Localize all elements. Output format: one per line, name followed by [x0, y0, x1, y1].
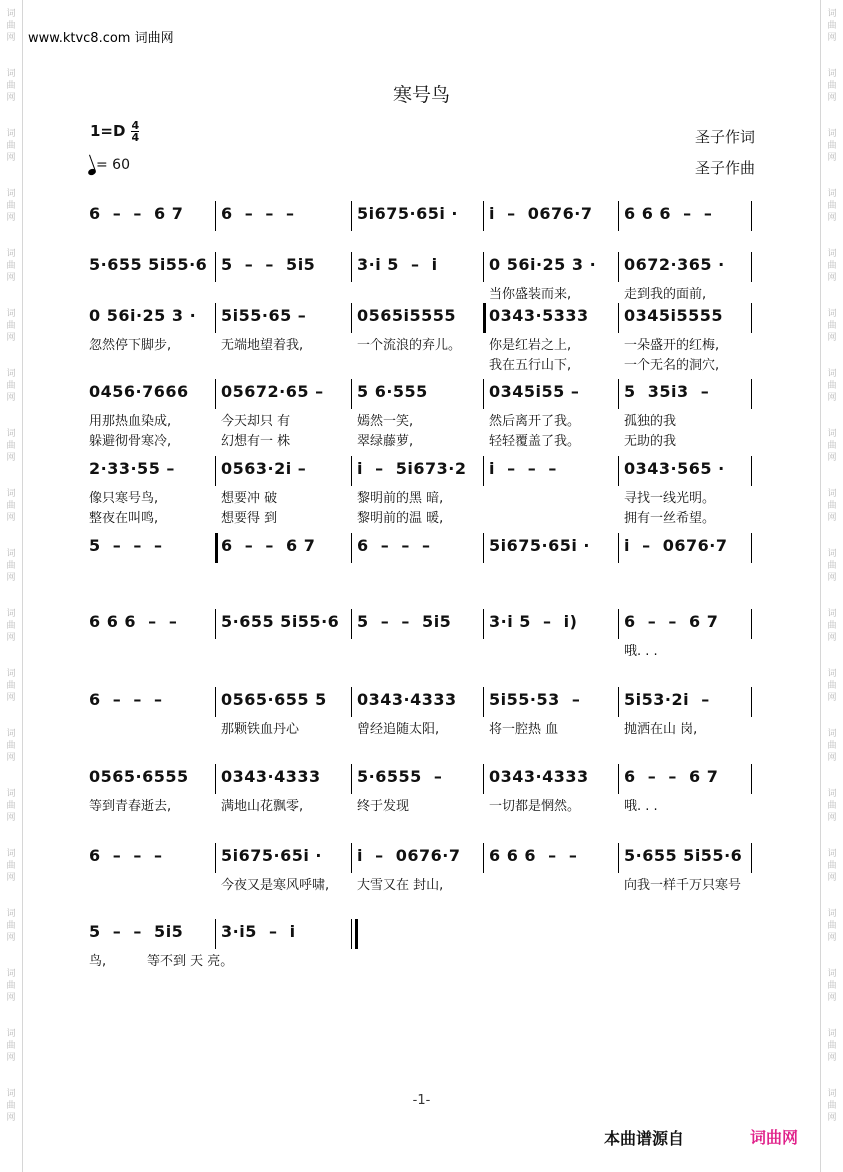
- time-top: 4: [131, 119, 140, 132]
- tempo-value: = 60: [96, 157, 130, 173]
- bar-line: [351, 609, 352, 639]
- bar-line: [215, 687, 216, 717]
- music-system: [87, 459, 755, 483]
- lyric-text: 幻想有一 株: [221, 434, 291, 449]
- margin-text: 词 曲 网: [6, 609, 16, 643]
- time-bottom: 4: [131, 131, 140, 144]
- margin-text: 词 曲 网: [6, 69, 16, 103]
- lyric-text: 等不到 天 亮。: [147, 954, 234, 969]
- music-system: [87, 204, 755, 228]
- measure-notes: 5i55·65 –: [221, 306, 307, 325]
- measure-notes: 0345i55 –: [489, 382, 580, 401]
- lyric-text: 无助的我: [624, 434, 677, 449]
- bar-line: [351, 687, 352, 717]
- bar-line: [215, 843, 216, 873]
- lyric-text: 黎明前的黑 暗,: [357, 491, 444, 506]
- lyric-text: 曾经追随太阳,: [357, 722, 440, 737]
- music-system: [87, 382, 755, 406]
- music-system: [87, 690, 755, 714]
- time-signature: [131, 120, 139, 143]
- lyric-text: 一切都是惘然。: [489, 799, 581, 814]
- margin-text: 词 曲 网: [827, 189, 837, 223]
- margin-text: 词 曲 网: [827, 429, 837, 463]
- bar-line: [351, 843, 352, 873]
- measure-notes: 3·i5 – i: [221, 922, 296, 941]
- lyric-text: 一朵盛开的红梅,: [624, 338, 720, 353]
- lyric-line: [87, 334, 755, 352]
- bar-line: [751, 687, 752, 717]
- margin-text: 词 曲 网: [827, 1089, 837, 1123]
- margin-text: 词 曲 网: [6, 969, 16, 1003]
- key-signature: [90, 120, 139, 143]
- margin-text: 词 曲 网: [827, 609, 837, 643]
- margin-text: 词 曲 网: [827, 729, 837, 763]
- bar-line: [351, 379, 352, 409]
- measure-notes: i – 0676·7: [357, 846, 461, 865]
- bar-line: [483, 533, 484, 563]
- lyric-text: 今天却只 有: [221, 414, 291, 429]
- measure-notes: 5i675·65i ·: [489, 536, 590, 555]
- lyric-line: [87, 410, 755, 428]
- lyric-text: 想要冲 破: [221, 491, 278, 506]
- measure-notes: 5i675·65i ·: [221, 846, 322, 865]
- measure-notes: 5i675·65i ·: [357, 204, 458, 223]
- lyric-text: 今夜又是寒风呼啸,: [221, 878, 330, 893]
- lyric-line: [87, 874, 755, 892]
- measure-notes: 6 – – 6 7: [89, 204, 184, 223]
- measure-notes: 6 – – –: [221, 204, 295, 223]
- lyric-text: 当你盛装而来,: [489, 287, 572, 302]
- lyric-line: [87, 640, 755, 658]
- measure-notes: 6 6 6 – –: [89, 612, 178, 631]
- music-system: [87, 767, 755, 791]
- lyric-text: 无端地望着我,: [221, 338, 304, 353]
- measure-notes: 5·655 5i55·6: [221, 612, 340, 631]
- bar-line: [215, 379, 216, 409]
- lyric-line: [87, 718, 755, 736]
- measure-notes: 0565i5555: [357, 306, 457, 325]
- bar-line: [215, 764, 216, 794]
- margin-text: 词 曲 网: [827, 129, 837, 163]
- bar-line: [751, 252, 752, 282]
- bar-line: [483, 303, 486, 333]
- measure-notes: 0 56i·25 3 ·: [489, 255, 597, 274]
- lyric-line: [87, 430, 755, 448]
- bar-line: [215, 533, 218, 563]
- margin-text: 词 曲 网: [6, 849, 16, 883]
- lyric-text: 轻轻覆盖了我。: [489, 434, 581, 449]
- margin-text: 词 曲 网: [827, 1029, 837, 1063]
- measure-notes: 3·i 5 – i): [489, 612, 578, 631]
- measure-notes: 0343·4333: [221, 767, 321, 786]
- margin-text: 词 曲 网: [6, 1029, 16, 1063]
- lyric-text: 然后离开了我。: [489, 414, 581, 429]
- lyric-line: [87, 950, 755, 968]
- margin-text: 词 曲 网: [827, 489, 837, 523]
- bar-line: [618, 252, 619, 282]
- page-number: -1-: [412, 1093, 431, 1108]
- bar-line: [351, 201, 352, 231]
- lyric-text: 一个无名的洞穴,: [624, 358, 720, 373]
- measure-notes: 6 6 6 – –: [489, 846, 578, 865]
- measure-notes: 5i55·53 –: [489, 690, 581, 709]
- measure-notes: 5 6·555: [357, 382, 428, 401]
- brand-logo[interactable]: 词曲网: [750, 1128, 799, 1147]
- measure-notes: 6 – – –: [89, 846, 163, 865]
- bar-line: [618, 379, 619, 409]
- lyric-text: 鸟,: [89, 954, 107, 969]
- lyric-text: 一个流浪的弃儿。: [357, 338, 462, 353]
- margin-text: 词 曲 网: [827, 249, 837, 283]
- song-title: 寒号鸟: [392, 84, 450, 106]
- margin-text: 词 曲 网: [6, 9, 16, 43]
- lyric-text: 整夜在叫鸣,: [89, 511, 159, 526]
- lyric-text: 黎明前的温 暖,: [357, 511, 444, 526]
- lyric-line: [87, 283, 755, 301]
- measure-notes: 5 – – 5i5: [89, 922, 184, 941]
- bar-line: [483, 252, 484, 282]
- lyric-text: 哦. . .: [624, 799, 658, 814]
- source-label: 本曲谱源自: [604, 1129, 685, 1148]
- bar-line: [751, 843, 752, 873]
- margin-text: 词 曲 网: [6, 789, 16, 823]
- lyric-text: 想要得 到: [221, 511, 278, 526]
- bar-line: [618, 764, 619, 794]
- lyric-text: 那颗铁血丹心: [221, 722, 300, 737]
- lyric-text: 我在五行山下,: [489, 358, 572, 373]
- bar-line: [618, 687, 619, 717]
- lyric-text: 大雪又在 封山,: [357, 878, 444, 893]
- measure-notes: 6 – – 6 7: [624, 612, 719, 631]
- margin-text: 词 曲 网: [6, 669, 16, 703]
- measure-notes: 0565·6555: [89, 767, 189, 786]
- margin-text: 词 曲 网: [827, 549, 837, 583]
- music-system: [87, 536, 755, 560]
- bar-line: [751, 609, 752, 639]
- measure-notes: 6 – – 6 7: [221, 536, 316, 555]
- bar-line: [483, 687, 484, 717]
- bar-line: [483, 201, 484, 231]
- lyric-line: [87, 795, 755, 813]
- bar-line: [351, 919, 358, 949]
- measure-notes: 6 6 6 – –: [624, 204, 713, 223]
- bar-line: [618, 456, 619, 486]
- lyric-text: 拥有一丝希望。: [624, 511, 716, 526]
- lyric-text: 躲避彻骨寒冷,: [89, 434, 172, 449]
- measure-notes: 5·655 5i55·6: [89, 255, 208, 274]
- music-system: [87, 846, 755, 870]
- margin-text: 词 曲 网: [6, 909, 16, 943]
- lyric-text: 嫣然一笑,: [357, 414, 414, 429]
- margin-text: 词 曲 网: [6, 309, 16, 343]
- lyric-text: 用那热血染成,: [89, 414, 172, 429]
- lyricist: 圣子作词: [694, 128, 755, 146]
- bar-line: [351, 303, 352, 333]
- tempo-mark: [88, 157, 130, 173]
- lyric-text: 向我一样千万只寒号: [624, 878, 742, 893]
- bar-line: [351, 456, 352, 486]
- lyric-text: 抛洒在山 岗,: [624, 722, 698, 737]
- lyric-text: 哦. . .: [624, 644, 658, 659]
- measure-notes: 5 – – 5i5: [357, 612, 452, 631]
- margin-text: 词 曲 网: [827, 909, 837, 943]
- measure-notes: 5 35i3 –: [624, 382, 710, 401]
- lyric-text: 走到我的面前,: [624, 287, 707, 302]
- lyric-text: 孤独的我: [624, 414, 677, 429]
- measure-notes: 0343·5333: [489, 306, 589, 325]
- music-system: [87, 922, 755, 946]
- measure-notes: 0456·7666: [89, 382, 189, 401]
- measure-notes: 6 – – –: [357, 536, 431, 555]
- music-system: [87, 306, 755, 330]
- measure-notes: 0563·2i –: [221, 459, 307, 478]
- lyric-text: 终于发现: [357, 799, 410, 814]
- margin-text: 词 曲 网: [827, 309, 837, 343]
- measure-notes: i – 0676·7: [489, 204, 593, 223]
- margin-text: 词 曲 网: [827, 369, 837, 403]
- music-system: [87, 612, 755, 636]
- site-url[interactable]: www.ktvc8.com 词曲网: [28, 31, 174, 46]
- margin-text: 词 曲 网: [827, 789, 837, 823]
- measure-notes: 2·33·55 –: [89, 459, 175, 478]
- margin-text: 词 曲 网: [6, 489, 16, 523]
- measure-notes: 5i53·2i –: [624, 690, 710, 709]
- lyric-text: 将一腔热 血: [489, 722, 559, 737]
- bar-line: [351, 252, 352, 282]
- measure-notes: 5 – – –: [89, 536, 163, 555]
- lyric-text: 忽然停下脚步,: [89, 338, 172, 353]
- bar-line: [215, 303, 216, 333]
- bar-line: [351, 533, 352, 563]
- lyric-text: 等到青春逝去,: [89, 799, 172, 814]
- margin-text: 词 曲 网: [6, 249, 16, 283]
- lyric-text: 像只寒号鸟,: [89, 491, 159, 506]
- measure-notes: 0343·565 ·: [624, 459, 725, 478]
- lyric-text: 满地山花飘零,: [221, 799, 304, 814]
- measure-notes: 0672·365 ·: [624, 255, 725, 274]
- music-system: [87, 255, 755, 279]
- measure-notes: 3·i 5 – i: [357, 255, 438, 274]
- bar-line: [751, 533, 752, 563]
- measure-notes: 0565·655 5: [221, 690, 327, 709]
- bar-line: [618, 843, 619, 873]
- measure-notes: 0343·4333: [357, 690, 457, 709]
- quarter-note-icon: [87, 168, 97, 176]
- margin-text: 词 曲 网: [827, 969, 837, 1003]
- lyric-text: 你是红岩之上,: [489, 338, 572, 353]
- bar-line: [751, 201, 752, 231]
- margin-text: 词 曲 网: [6, 549, 16, 583]
- bar-line: [751, 764, 752, 794]
- bar-line: [215, 456, 216, 486]
- measure-notes: 5·6555 –: [357, 767, 443, 786]
- measure-notes: 0345i5555: [624, 306, 724, 325]
- margin-text: 词 曲 网: [6, 729, 16, 763]
- bar-line: [351, 764, 352, 794]
- margin-text: 词 曲 网: [827, 849, 837, 883]
- bar-line: [215, 609, 216, 639]
- lyric-line: [87, 354, 755, 372]
- lyric-text: 寻找一线光明。: [624, 491, 716, 506]
- bar-line: [618, 201, 619, 231]
- lyric-line: [87, 507, 755, 525]
- left-margin-watermark: [0, 0, 23, 1172]
- bar-line: [618, 303, 619, 333]
- key-label: 1=D: [90, 122, 126, 140]
- measure-notes: i – – –: [489, 459, 557, 478]
- measure-notes: i – 0676·7: [624, 536, 728, 555]
- margin-text: 词 曲 网: [6, 189, 16, 223]
- measure-notes: 05672·65 –: [221, 382, 324, 401]
- bar-line: [483, 609, 484, 639]
- margin-text: 词 曲 网: [827, 69, 837, 103]
- margin-text: 词 曲 网: [6, 129, 16, 163]
- measure-notes: 6 – – –: [89, 690, 163, 709]
- lyric-text: 翠绿藤萝,: [357, 434, 414, 449]
- measure-notes: i – 5i673·2: [357, 459, 467, 478]
- measure-notes: 5 – – 5i5: [221, 255, 316, 274]
- measure-notes: 0 56i·25 3 ·: [89, 306, 197, 325]
- bar-line: [483, 843, 484, 873]
- margin-text: 词 曲 网: [6, 1089, 16, 1123]
- bar-line: [483, 379, 484, 409]
- margin-text: 词 曲 网: [6, 429, 16, 463]
- bar-line: [618, 533, 619, 563]
- margin-text: 词 曲 网: [827, 9, 837, 43]
- bar-line: [483, 764, 484, 794]
- measure-notes: 5·655 5i55·6: [624, 846, 743, 865]
- bar-line: [751, 303, 752, 333]
- measure-notes: 0343·4333: [489, 767, 589, 786]
- bar-line: [215, 919, 216, 949]
- bar-line: [618, 609, 619, 639]
- composer: 圣子作曲: [694, 159, 755, 177]
- margin-text: 词 曲 网: [6, 369, 16, 403]
- lyric-line: [87, 487, 755, 505]
- right-margin-watermark: [820, 0, 843, 1172]
- bar-line: [483, 456, 484, 486]
- margin-text: 词 曲 网: [827, 669, 837, 703]
- measure-notes: 6 – – 6 7: [624, 767, 719, 786]
- bar-line: [751, 379, 752, 409]
- bar-line: [215, 252, 216, 282]
- bar-line: [215, 201, 216, 231]
- bar-line: [751, 456, 752, 486]
